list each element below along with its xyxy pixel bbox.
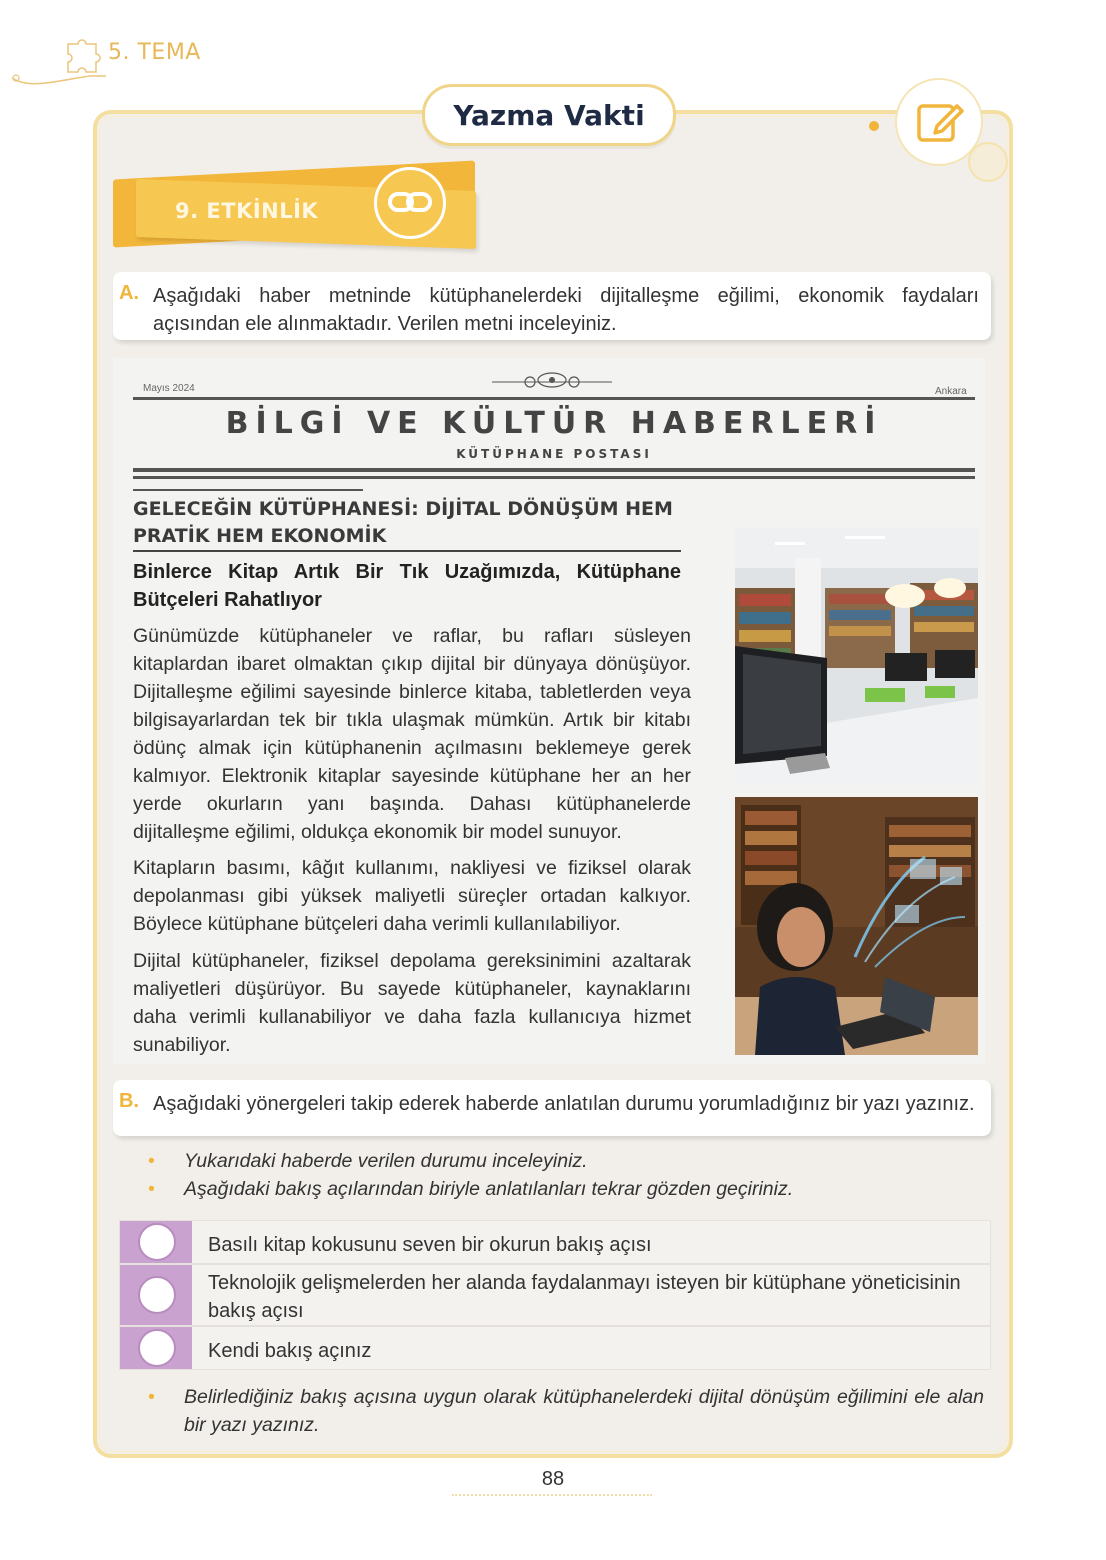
bullet-text: Aşağıdaki bakış açılarından biriyle anlatılanları tekrar gözden geçiriniz. [184, 1178, 794, 1200]
option-row[interactable] [119, 1326, 991, 1370]
theme-label: 5. TEMA [108, 40, 201, 65]
section-title: Yazma Vakti [453, 98, 645, 132]
bullet-dot: • [148, 1178, 155, 1200]
bullet-text: Yukarıdaki haberde verilen durumu inceleyiniz. [184, 1150, 588, 1172]
edit-note-badge [895, 78, 983, 166]
article-deck: Binlerce Kitap Artık Bir Tık Uzağımızda, Kütüphane Bütçeleri Rahatlıyor [133, 561, 681, 611]
edit-note-icon [911, 94, 967, 150]
instruction-a-text: Aşağıdaki haber metninde kütüphanelerdeki dijitalleşme eğilimi, ekonomik faydaları açısından ele alınmaktadır. Verilen metni inceleyiniz. [153, 285, 979, 335]
newspaper-subtitle: KÜTÜPHANE POSTASI [456, 447, 652, 461]
article-headline: GELECEĞİN KÜTÜPHANESİ: DİJİTAL DÖNÜŞÜM HEM PRATİK HEM EKONOMİK [133, 498, 673, 547]
bullet-dot: • [148, 1386, 155, 1408]
option-checkbox[interactable] [138, 1329, 176, 1367]
section-title-tab [422, 84, 676, 146]
page-number: 88 [541, 1468, 565, 1490]
option-text: Basılı kitap kokusunu seven bir okurun bakış açısı [208, 1234, 652, 1256]
instruction-a [113, 272, 991, 340]
newspaper-date: Mayıs 2024 [143, 383, 195, 394]
instruction-a-letter: A. [119, 282, 139, 304]
instruction-b-text: Aşağıdaki yönergeleri takip ederek haberde anlatılan durumu yorumladığınız bir yazı yazınız. [153, 1093, 975, 1115]
article-paragraph: Kitapların basımı, kâğıt kullanımı, nakliyesi ve fiziksel olarak depolanması gibi yüksek maliyetli süreçler ortadan kalkıyor. Böylece kütüphane bütçeleri daha verimli kullanılabiliyor. [133, 857, 691, 935]
bullet-text: Belirlediğiniz bakış açısına uygun olarak kütüphanelerdeki dijital dönüşüm eğilimini ele alan bir yazı yazınız. [184, 1386, 984, 1436]
activity-badge [374, 167, 446, 239]
option-row[interactable] [119, 1264, 991, 1326]
newspaper-title: BİLGİ VE KÜLTÜR HABERLERİ [225, 406, 883, 441]
article-paragraph: Günümüzde kütüphaneler ve raflar, bu rafları süsleyen kitaplardan ibaret olmaktan çıkıp dijital bir dünyaya dönüşüyor. Dijitalleşme eğilimi sayesinde binlerce kitaba, tabletlerden veya bilgisayarlardan tek bir tıkla ulaşmak mümkün. Artık bir kitabı ödünç almak için kütüphanenin açılmasını beklemeye gerek kalmıyor. Elektronik kitaplar sayesinde kütüphane her an her yerde okurların yanı başında. Dahası kütüphanelerde dijitalleşme eğilimi, oldukça ekonomik bir model sunuyor. [133, 625, 691, 843]
chain-link-icon [387, 188, 433, 218]
newspaper-city: Ankara [935, 386, 967, 397]
option-checkbox[interactable] [138, 1276, 176, 1314]
student-tablet-photo [735, 797, 978, 1055]
option-text: Kendi bakış açınız [208, 1340, 372, 1362]
ornament-icon [492, 368, 612, 392]
instruction-b [113, 1080, 991, 1136]
option-text: Teknolojik gelişmelerden her alanda faydalanmayı isteyen bir kütüphane yöneticisinin bakış açısı [208, 1272, 961, 1322]
instruction-b-letter: B. [119, 1090, 139, 1112]
library-computers-photo [735, 528, 978, 784]
article-paragraph: Dijital kütüphaneler, fiziksel depolama gereksinimini azaltarak maliyetleri düşürüyor. Bu sayede kütüphaneler, kaynaklarını daha verimli kullanabiliyor ve daha fazla kullanıcıya hizmet sunabiliyor. [133, 950, 691, 1056]
activity-label: 9. ETKİNLİK [175, 199, 319, 223]
option-row[interactable] [119, 1220, 991, 1264]
option-checkbox[interactable] [138, 1223, 176, 1261]
bullet-dot: • [148, 1150, 155, 1172]
